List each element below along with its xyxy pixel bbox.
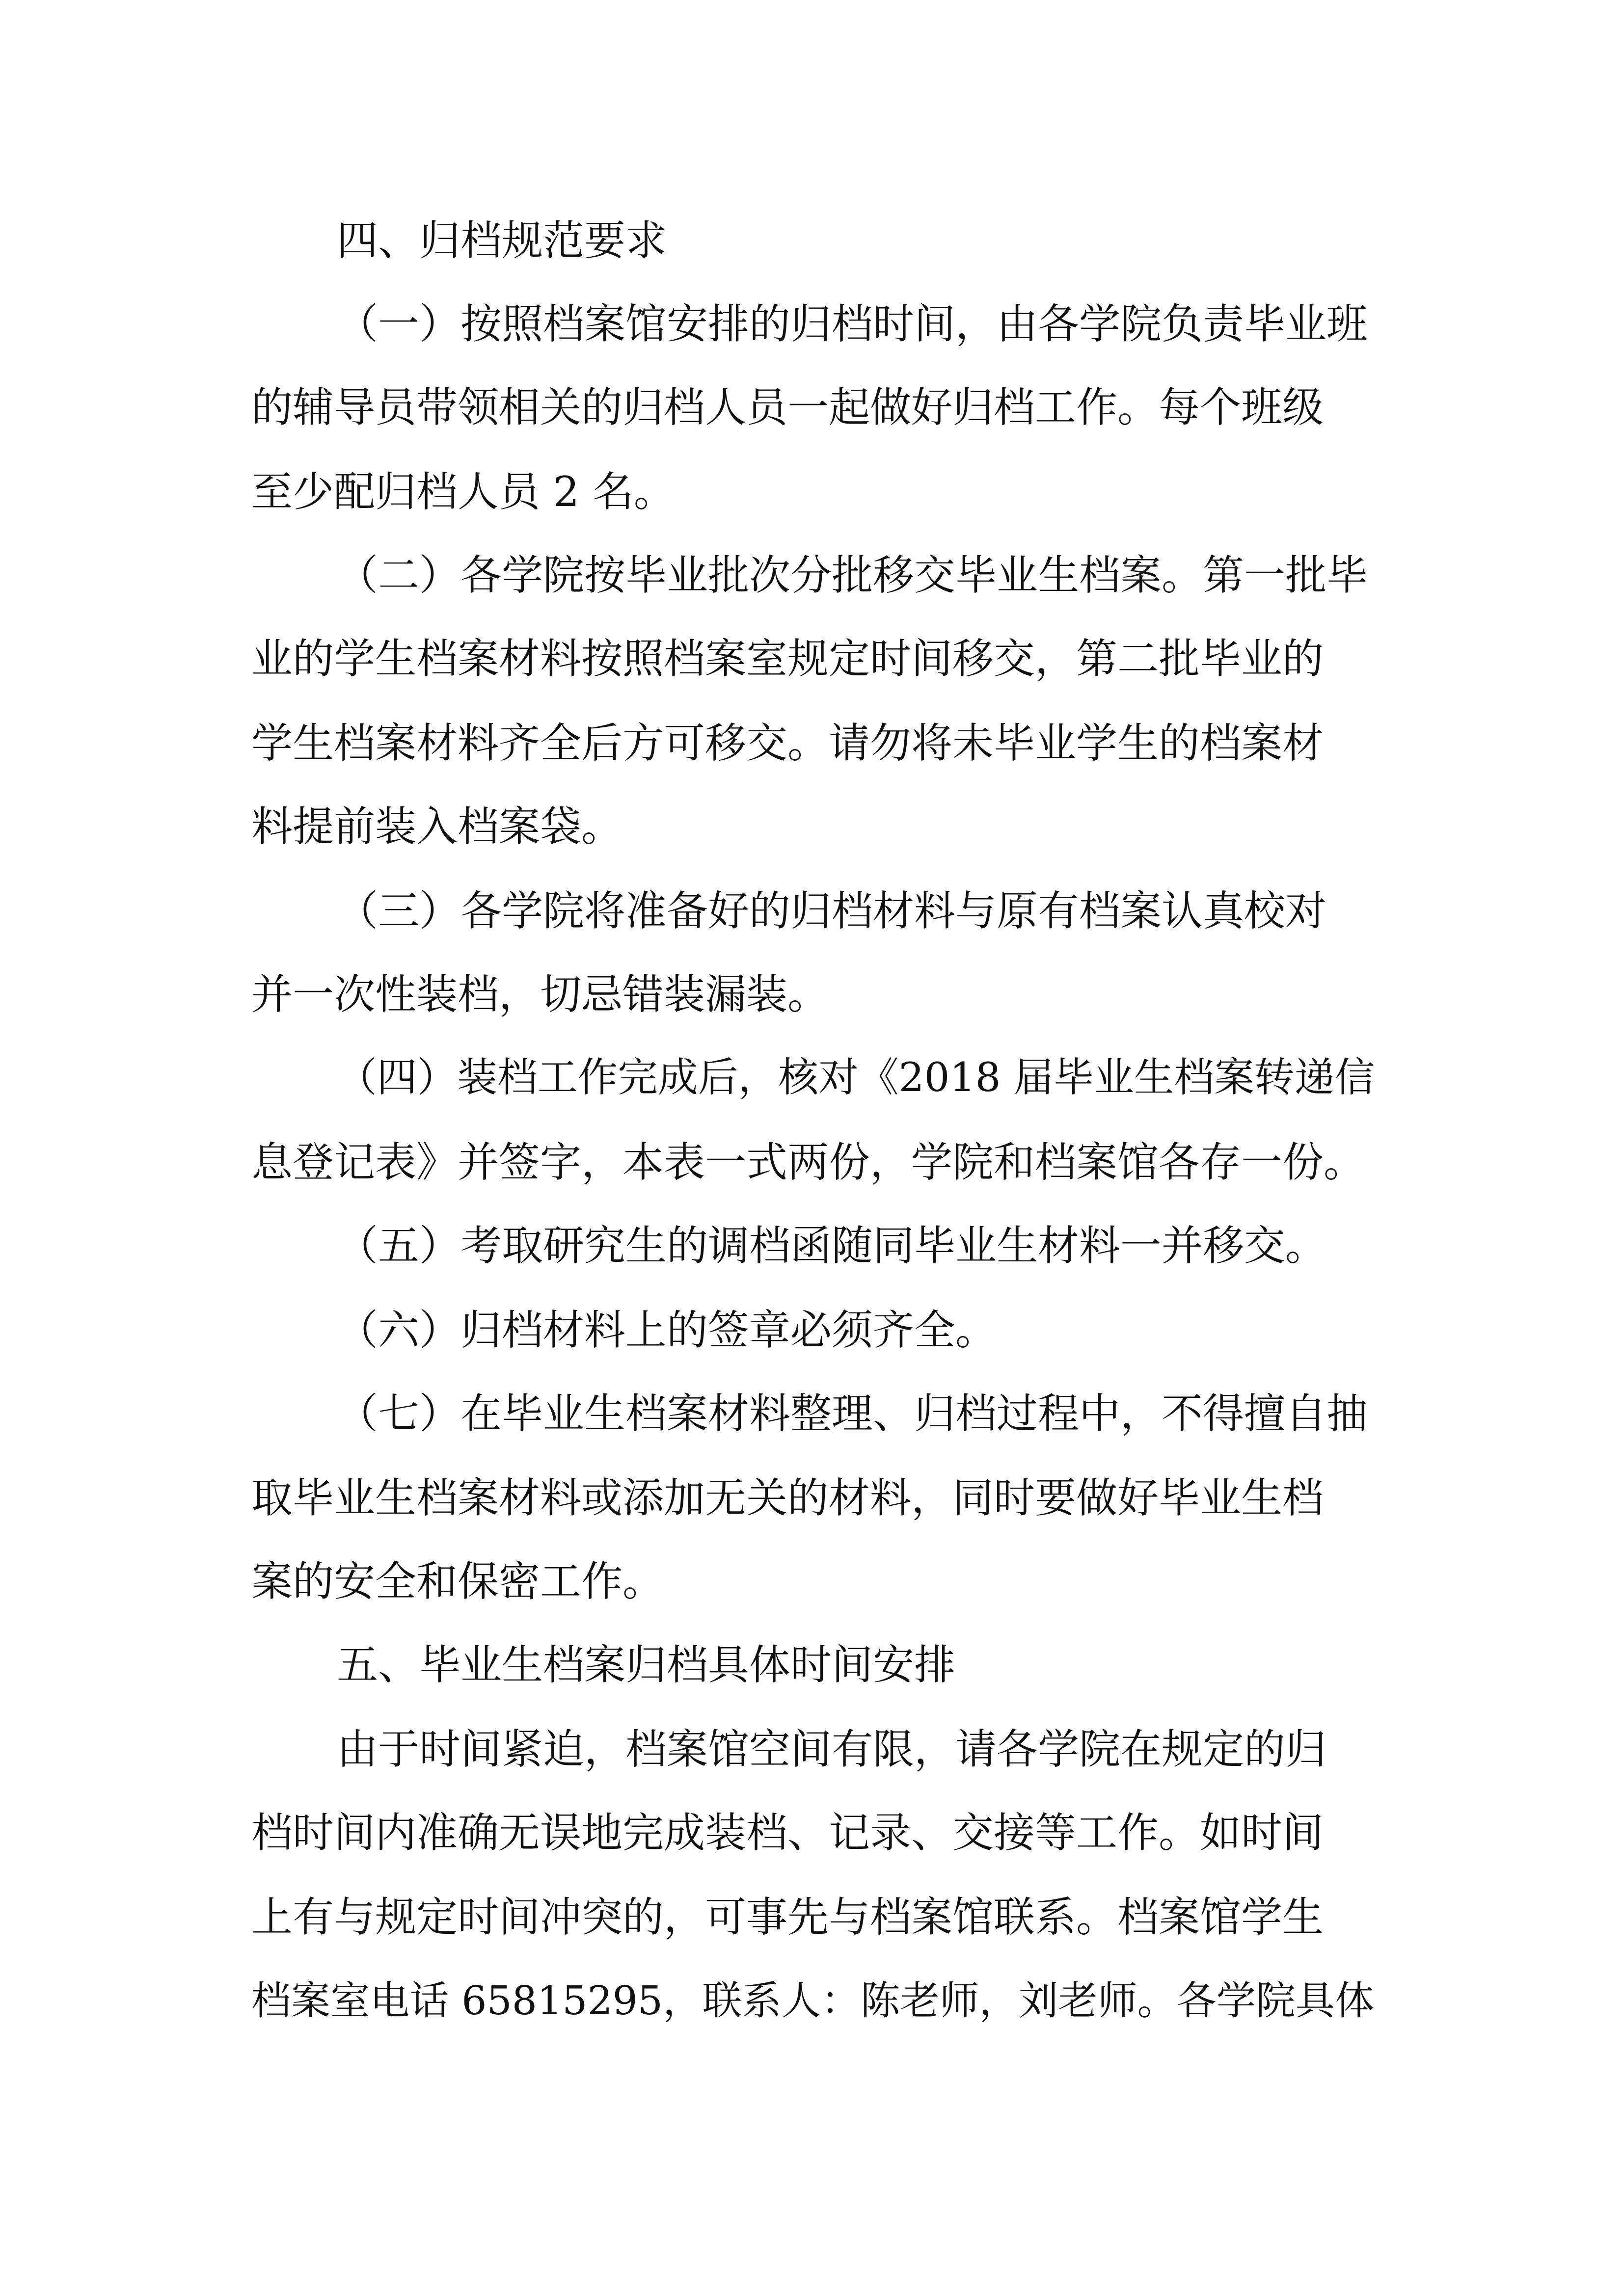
- item-7-line-1: （七）在毕业生档案材料整理、归档过程中，不得擅自抽: [337, 1389, 1368, 1438]
- item-5-line-1: （五）考取研究生的调档函随同毕业生材料一并移交。: [337, 1222, 1327, 1270]
- item-2-line-2: 业的学生档案材料按照档案室规定时间移交，第二批毕业的: [251, 635, 1324, 683]
- item-6-line-1: （六）归档材料上的签章必须齐全。: [337, 1306, 997, 1354]
- heading-section-5: 五、毕业生档案归档具体时间安排: [337, 1641, 956, 1689]
- item-1-line-2: 的辅导员带领相关的归档人员一起做好归档工作。每个班级: [251, 383, 1324, 431]
- item-4-line-1: （四）装档工作完成后，核对《2018 届毕业生档案转递信: [337, 1054, 1375, 1101]
- section-5-para-line-1: 由于时间紧迫，档案馆空间有限，请各学院在规定的归: [337, 1725, 1327, 1773]
- section-5-para-line-4: 档案室电话 65815295，联系人：陈老师，刘老师。各学院具体: [251, 1977, 1375, 2024]
- item-3-line-1: （三）各学院将准备好的归档材料与原有档案认真校对: [337, 887, 1327, 935]
- item-4-line-2: 息登记表》并签字，本表一式两份，学院和档案馆各存一份。: [251, 1138, 1365, 1186]
- heading-section-4: 四、归档规范要求: [337, 216, 667, 265]
- item-2-line-4: 料提前装入档案袋。: [251, 802, 623, 851]
- item-2-line-1: （二）各学院按毕业批次分批移交毕业生档案。第一批毕: [337, 551, 1368, 599]
- item-1-line-1: （一）按照档案馆安排的归档时间，由各学院负责毕业班: [337, 300, 1368, 348]
- section-5-para-line-3: 上有与规定时间冲突的，可事先与档案馆联系。档案馆学生: [251, 1893, 1324, 1941]
- section-5-para-line-2: 档时间内准确无误地完成装档、记录、交接等工作。如时间: [251, 1809, 1324, 1857]
- item-1-line-3: 至少配归档人员 2 名。: [251, 468, 675, 516]
- item-7-line-3: 案的安全和保密工作。: [251, 1557, 664, 1605]
- item-2-line-3: 学生档案材料齐全后方可移交。请勿将未毕业学生的档案材: [251, 719, 1324, 767]
- item-7-line-2: 取毕业生档案材料或添加无关的材料，同时要做好毕业生档: [251, 1474, 1324, 1522]
- item-3-line-2: 并一次性装档，切忌错装漏装。: [251, 970, 829, 1018]
